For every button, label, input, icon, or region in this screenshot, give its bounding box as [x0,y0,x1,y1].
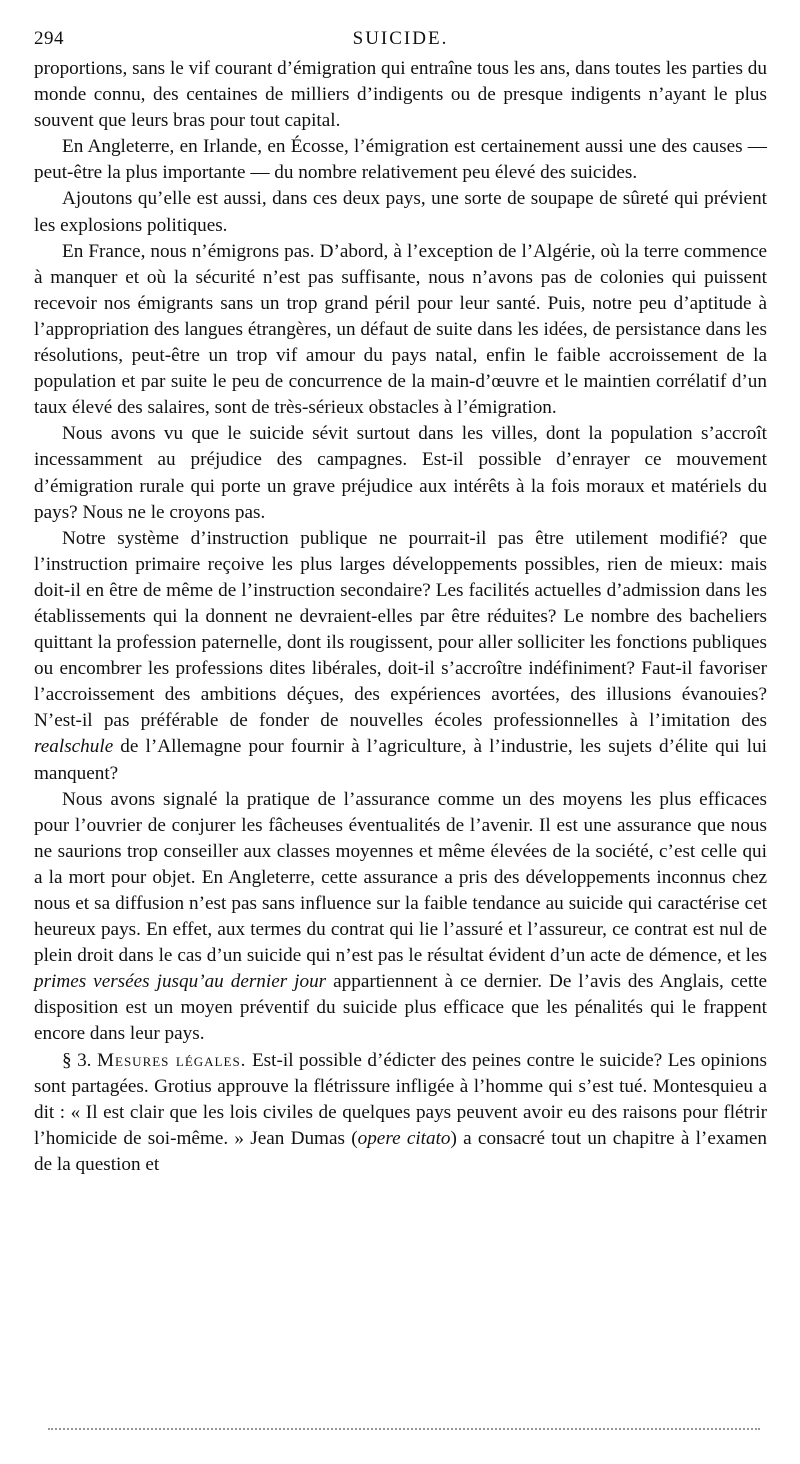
paragraph-2: En Angleterre, en Irlande, en Écosse, l’émigration est certainement aussi une des causes — peut-être la plus importante — du nombre relativement peu élevé des suicides. [34,136,767,184]
section-mark: § 3. [62,1049,92,1071]
emphasis-realschule: realschule [34,736,114,758]
emphasis-primes-versees: primes versées jusqu’au dernier jour [34,971,327,993]
paragraph-5: Nous avons vu que le suicide sévit surtout dans les villes, dont la population s’accroît incessamment au préjudice des campagnes. Est-il possible d’enrayer ce mouvement d’émigration rurale qui porte un grave préjudice aux intérêts à la fois moraux et matériels du pays? Nous ne le croyons pas. [34,423,767,523]
paragraph-8: § 3. Mesures légales. Est-il possible d’édicter des peines contre le suicide? Les opinions sont partagées. Grotius approuve la flétrissure infligée à l’homme qui s’est tué. Montesquieu a dit : « Il est clair que les lois civiles de quelques pays peuvent avoir eu des raisons pour flétrir l’homicide de soi-même. » Jean Dumas (opere citato) a consacré tout un chapitre à l’examen de la question et [34,1049,767,1175]
emphasis-opere-citato: opere citato [357,1127,451,1149]
book-page [34,28,767,1178]
paragraph-1: proportions, sans le vif courant d’émigration qui entraîne tous les ans, dans toutes les parties du monde connu, des centaines de milliers d’indigents ou de presque indigents n’ayant le plus souvent que leurs bras pour tout capital. [34,58,767,132]
paragraph-3: Ajoutons qu’elle est aussi, dans ces deux pays, une sorte de soupape de sûreté qui prévient les explosions politiques. [34,188,767,236]
running-title: SUICIDE. [352,28,449,49]
section-title: Mesures légales. [96,1049,247,1071]
page-number: 294 [34,28,64,49]
paragraph-4: En France, nous n’émigrons pas. D’abord, à l’exception de l’Algérie, où la terre commence à manquer et où la sécurité n’est pas suffisante, nous n’avons pas de colonies qui puissent recevoir nos émigrants sans un trop grand péril pour leur santé. Puis, notre peu d’aptitude à l’appropriation des langues étrangères, un défaut de suite dans les idées, de persistance dans les résolutions, peut-être un trop vif amour du pays natal, enfin le faible accroissement de la population et par suite le peu de concurrence de la main-d’œuvre et le maintien corrélatif d’un taux élevé des salaires, sont de très-sérieux obstacles à l’émigration. [34,240,767,419]
paragraph-6: Notre système d’instruction publique ne pourrait-il pas être utilement modifié? que l’instruction primaire reçoive les plus larges développements possibles, rien de mieux: mais doit-il en être de même de l’instruction secondaire? Les facilités actuelles d’admission dans les établissements qui la donnent ne devraient-elles par être réduites? Le nombre des bacheliers quittant la profession paternelle, dont ils rougissent, pour aller solliciter les fonctions publiques ou encombrer les professions dites libérales, doit-il s’accroître indéfiniment? Faut-il favoriser l’accroissement des ambitions déçues, des expériences avortées, des illusions évanouies? N’est-il pas préférable de fonder de nouvelles écoles professionnelles à l’imitation des realschule de l’Allemagne pour fournir à l’agriculture, à l’industrie, les sujets d’élite qui lui manquent? [34,527,767,784]
paragraph-7: Nous avons signalé la pratique de l’assurance comme un des moyens les plus efficaces pour l’ouvrier de conjurer les fâcheuses éventualités de l’avenir. Il est une assurance que nous ne saurions trop conseiller aux classes moyennes et même élevées de la société, c’est celle qui a la mort pour objet. En Angleterre, cette assurance a pris des développements inconnus chez nous et sa diffusion n’est pas sans influence sur la faible tendance au suicide qui caractérise cet heureux pays. En effet, aux termes du contrat qui lie l’assuré et l’assureur, ce contrat est nul de plein droit dans le cas d’un suicide qui n’est pas le résultat évident d’un acte de démence, et les primes versées jusqu’au dernier jour appartiennent à ce dernier. De l’avis des Anglais, cette disposition est un moyen préventif du suicide plus efficace que les pénalités qui le frappent encore dans leur pays. [34,788,768,1045]
page-header [34,28,767,56]
footer-dotted-rule [48,1428,760,1430]
